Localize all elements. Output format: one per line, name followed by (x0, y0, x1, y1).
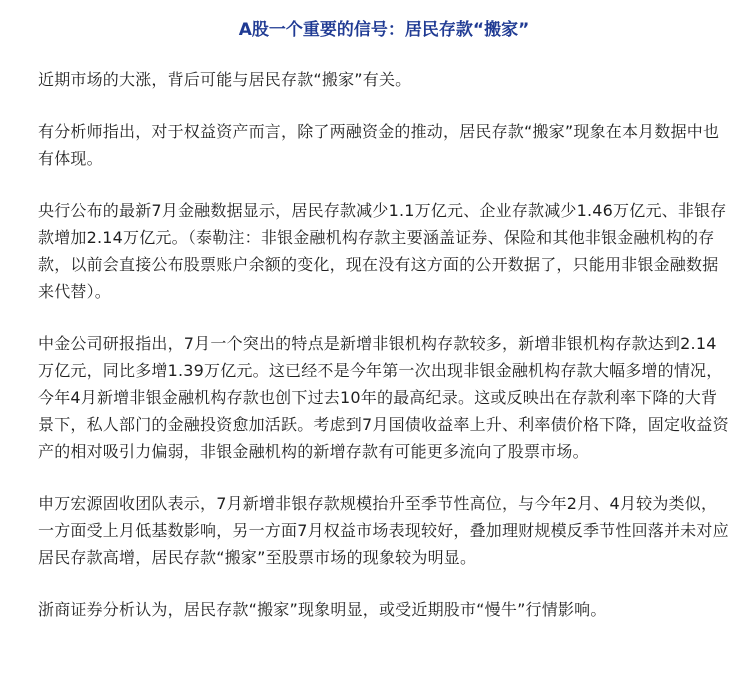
paragraph-swhy-team: 申万宏源固收团队表示，7月新增非银存款规模抬升至季节性高位，与今年2月、4月较为类似，一方面受上月低基数影响，另一方面7月权益市场表现较好，叠加理财规模反季节性回落并未对应居民存款高增，居民存款“搬家”至股票市场的现象较为明显。 (38, 494, 729, 567)
paragraph-zheshang: 浙商证券分析认为，居民存款“搬家”现象明显，或受近期股市“慢牛”行情影响。 (38, 600, 607, 619)
paragraph-cicc-report: 中金公司研报指出，7月一个突出的特点是新增非银机构存款较多，新增非银机构存款达到2.14万亿元，同比多增1.39万亿元。这已经不是今年第一次出现非银金融机构存款大幅多增的情况，今年4月新增非银金融机构存款也创下过去10年的最高纪录。这或反映出在存款利率下降的大背景下，私人部门的金融投资愈加活跃。考虑到7月国债收益率上升、利率债价格下降，固定收益资产的相对吸引力偏弱，非银金融机构的新增存款有可能更多流向了股票市场。 (38, 334, 729, 461)
paragraph-analyst: 有分析师指出，对于权益资产而言，除了两融资金的推动，居民存款“搬家”现象在本月数据中也有体现。 (38, 122, 720, 168)
article-title: A股一个重要的信号：居民存款“搬家” (238, 20, 530, 40)
paragraph-central-bank-data: 央行公布的最新7月金融数据显示，居民存款减少1.1万亿元、企业存款减少1.46万亿元、非银存款增加2.14万亿元。（泰勒注：非银金融机构存款主要涵盖证券、保险和其他非银金融机构的存款，以前会直接公布股票账户余额的变化，现在没有这方面的公开数据了，只能用非银金融数据来代替）。 (38, 201, 727, 301)
paragraph-intro: 近期市场的大涨，背后可能与居民存款“搬家”有关。 (38, 70, 412, 89)
